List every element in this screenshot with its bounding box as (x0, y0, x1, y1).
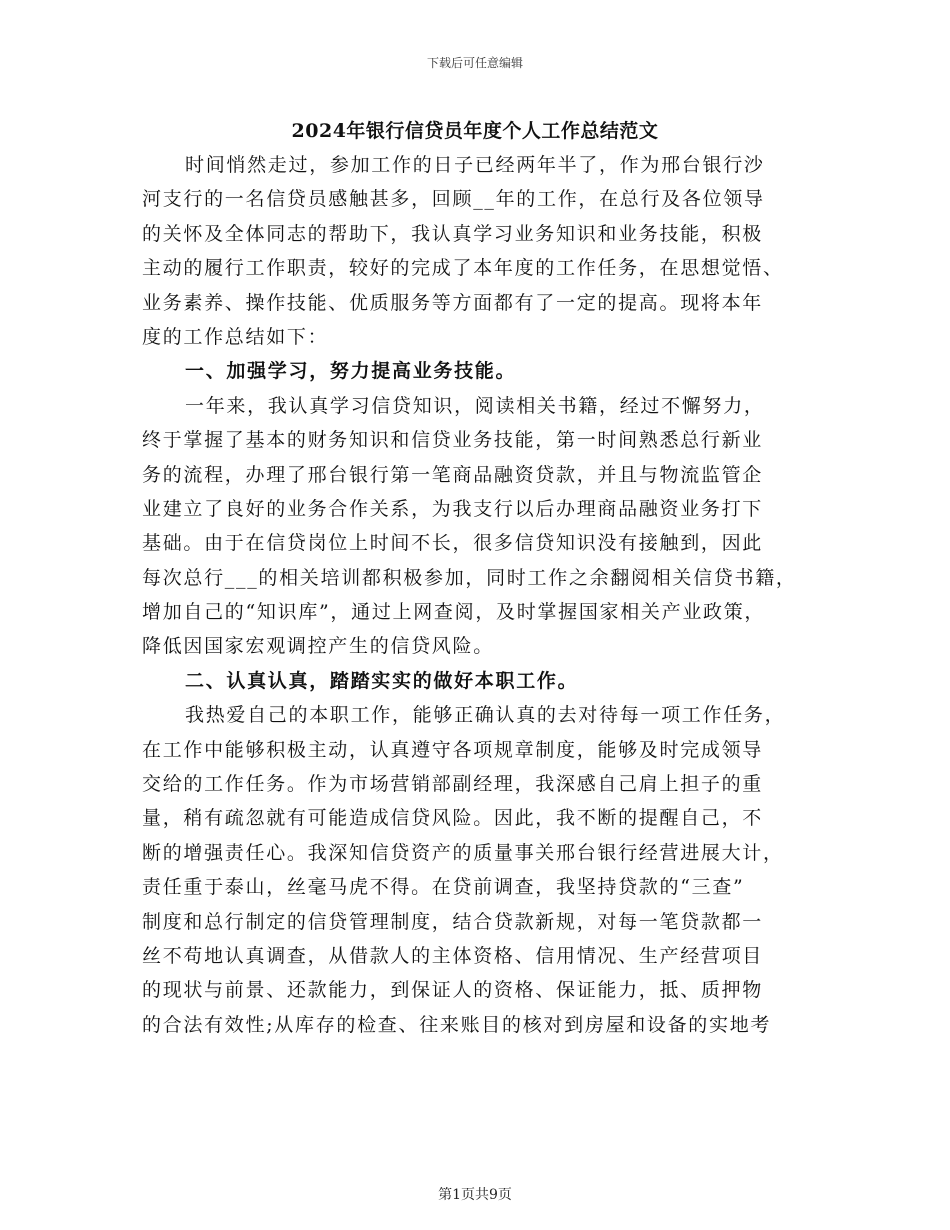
paragraph-line: 业务素养、操作技能、优质服务等方面都有了一定的提高。现将本年 (142, 291, 764, 314)
paragraph-line: 制度和总行制定的信贷管理制度，结合贷款新规，对每一笔贷款都一 (142, 910, 764, 933)
paragraph-line: 的合法有效性;从库存的检查、往来账目的核对到房屋和设备的实地考 (142, 1013, 772, 1036)
paragraph-line: 降低因国家宏观调控产生的信贷风险。 (142, 635, 494, 658)
paragraph-line: 的现状与前景、还款能力，到保证人的资格、保证能力，抵、质押物 (142, 979, 764, 1002)
paragraph-line: 断的增强责任心。我深知信贷资产的质量事关邢台银行经营进展大计， (142, 841, 784, 864)
paragraph-line: 在工作中能够积极主动，认真遵守各项规章制度，能够及时完成领导 (142, 738, 764, 761)
document-body (142, 148, 812, 1042)
page-footer: 第1页共9页 (438, 1187, 512, 1203)
paragraph-line: 终于掌握了基本的财务知识和信贷业务技能，第一时间熟悉总行新业 (142, 429, 764, 452)
header-note: 下载后可任意编辑 (426, 56, 523, 70)
paragraph-line: 丝不苟地认真调查，从借款人的主体资格、信用情况、生产经营项目 (142, 944, 764, 967)
paragraph-line: 交给的工作任务。作为市场营销部副经理，我深感自己肩上担子的重 (142, 773, 764, 796)
document-title: 2024年银行信贷员年度个人工作总结范文 (291, 120, 659, 142)
paragraph-line: 河支行的一名信贷员感触甚多，回顾__年的工作，在总行及各位领导 (142, 188, 765, 211)
paragraph-line: 务的流程，办理了邢台银行第一笔商品融资贷款，并且与物流监管企 (142, 463, 764, 486)
paragraph-line: 每次总行___的相关培训都积极参加，同时工作之余翻阅相关信贷书籍， (142, 566, 797, 589)
paragraph-line: 业建立了良好的业务合作关系，为我支行以后办理商品融资业务打下 (142, 497, 764, 520)
paragraph-line: 主动的履行工作职责，较好的完成了本年度的工作任务，在思想觉悟、 (142, 257, 784, 280)
section-heading-2: 二、认真认真，踏踏实实的做好本职工作。 (185, 669, 579, 692)
paragraph-line: 我热爱自己的本职工作，能够正确认真的去对待每一项工作任务， (185, 704, 786, 727)
section-heading-1: 一、加强学习，努力提高业务技能。 (185, 360, 517, 383)
paragraph-line: 基础。由于在信贷岗位上时间不长，很多信贷知识没有接触到，因此 (142, 532, 764, 555)
paragraph-line: 时间悄然走过，参加工作的日子已经两年半了，作为邢台银行沙 (185, 154, 765, 176)
paragraph-line: 责任重于泰山，丝毫马虎不得。在贷前调查，我坚持贷款的“三查” (142, 876, 745, 899)
paragraph-line: 一年来，我认真学习信贷知识，阅读相关书籍，经过不懈努力， (185, 394, 765, 417)
paragraph-line: 量，稍有疏忽就有可能造成信贷风险。因此，我不断的提醒自己，不 (142, 807, 764, 830)
paragraph-line: 的关怀及全体同志的帮助下，我认真学习业务知识和业务技能，积极 (142, 222, 764, 245)
paragraph-line: 度的工作总结如下： (142, 325, 329, 348)
paragraph-line: 增加自己的“知识库”，通过上网查阅，及时掌握国家相关产业政策， (142, 601, 766, 624)
